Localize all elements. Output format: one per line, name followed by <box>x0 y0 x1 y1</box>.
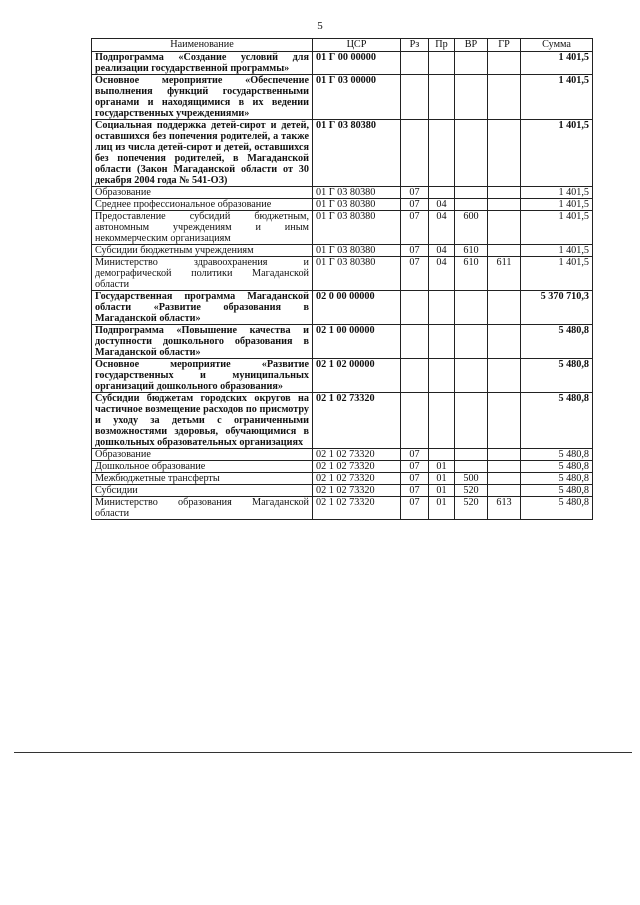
cell-gr <box>488 199 521 211</box>
header-csr: ЦСР <box>313 39 401 52</box>
cell-sum: 1 401,5 <box>521 199 593 211</box>
cell-csr: 01 Г 03 80380 <box>313 199 401 211</box>
cell-pr: 01 <box>429 497 455 520</box>
cell-csr: 01 Г 03 80380 <box>313 257 401 291</box>
cell-gr <box>488 120 521 187</box>
cell-vr <box>455 199 488 211</box>
cell-gr <box>488 325 521 359</box>
cell-csr: 01 Г 03 80380 <box>313 187 401 199</box>
cell-vr <box>455 75 488 120</box>
cell-rz: 07 <box>401 187 429 199</box>
table-row <box>92 52 593 75</box>
cell-rz: 07 <box>401 199 429 211</box>
cell-name: Основное мероприятие «Обеспечение выполнения функций государственными органами и находящимися в их ведении государственных учреждениями» <box>92 75 313 120</box>
cell-name: Предоставление субсидий бюджетным, автономным учреждениям и иным некоммерческим организациям <box>92 211 313 245</box>
cell-pr <box>429 291 455 325</box>
cell-pr <box>429 393 455 449</box>
cell-pr <box>429 52 455 75</box>
cell-rz <box>401 325 429 359</box>
cell-rz: 07 <box>401 497 429 520</box>
cell-sum: 5 480,8 <box>521 497 593 520</box>
cell-sum: 1 401,5 <box>521 187 593 199</box>
cell-gr <box>488 75 521 120</box>
header-vr: ВР <box>455 39 488 52</box>
cell-name: Дошкольное образование <box>92 461 313 473</box>
cell-rz <box>401 52 429 75</box>
cell-gr <box>488 187 521 199</box>
cell-rz <box>401 291 429 325</box>
table-row <box>92 485 593 497</box>
cell-vr <box>455 325 488 359</box>
cell-pr: 01 <box>429 485 455 497</box>
cell-name: Подпрограмма «Повышение качества и доступности дошкольного образования в Магаданской области» <box>92 325 313 359</box>
cell-rz <box>401 75 429 120</box>
cell-pr: 01 <box>429 473 455 485</box>
cell-name: Субсидии <box>92 485 313 497</box>
table-row <box>92 291 593 325</box>
cell-pr: 04 <box>429 257 455 291</box>
cell-csr: 02 1 02 73320 <box>313 461 401 473</box>
table-row <box>92 211 593 245</box>
cell-rz: 07 <box>401 449 429 461</box>
cell-csr: 01 Г 03 80380 <box>313 245 401 257</box>
cell-vr <box>455 120 488 187</box>
cell-sum: 1 401,5 <box>521 52 593 75</box>
cell-gr <box>488 245 521 257</box>
cell-sum: 5 480,8 <box>521 485 593 497</box>
cell-rz: 07 <box>401 257 429 291</box>
cell-csr: 02 1 02 73320 <box>313 393 401 449</box>
header-name: Наименование <box>92 39 313 52</box>
cell-sum: 5 480,8 <box>521 461 593 473</box>
cell-csr: 01 Г 03 80380 <box>313 120 401 187</box>
cell-sum: 1 401,5 <box>521 75 593 120</box>
table-row <box>92 393 593 449</box>
cell-gr <box>488 52 521 75</box>
header-sum: Сумма <box>521 39 593 52</box>
header-gr: ГР <box>488 39 521 52</box>
cell-csr: 02 1 02 73320 <box>313 485 401 497</box>
table-row <box>92 245 593 257</box>
cell-vr <box>455 449 488 461</box>
cell-pr: 04 <box>429 211 455 245</box>
cell-name: Образование <box>92 187 313 199</box>
cell-vr: 610 <box>455 245 488 257</box>
cell-csr: 02 1 02 00000 <box>313 359 401 393</box>
header-pr: Пр <box>429 39 455 52</box>
cell-name: Среднее профессиональное образование <box>92 199 313 211</box>
cell-name: Министерство здравоохранения и демографической политики Магаданской области <box>92 257 313 291</box>
table-row <box>92 449 593 461</box>
cell-pr <box>429 449 455 461</box>
cell-vr <box>455 461 488 473</box>
cell-rz: 07 <box>401 245 429 257</box>
cell-vr: 520 <box>455 485 488 497</box>
cell-gr <box>488 473 521 485</box>
cell-sum: 1 401,5 <box>521 211 593 245</box>
cell-sum: 5 480,8 <box>521 359 593 393</box>
cell-csr: 02 0 00 00000 <box>313 291 401 325</box>
table-row <box>92 199 593 211</box>
cell-vr: 520 <box>455 497 488 520</box>
cell-name: Социальная поддержка детей-сирот и детей, оставшихся без попечения родителей, а также лиц из числа детей-сирот и детей, оставшихся без попечения родителей, в Магаданской области (Закон Магаданской области от 30 декабря 2004 года № 541-ОЗ) <box>92 120 313 187</box>
cell-sum: 5 480,8 <box>521 473 593 485</box>
cell-pr <box>429 187 455 199</box>
header-rz: Рз <box>401 39 429 52</box>
cell-pr <box>429 325 455 359</box>
table-row <box>92 75 593 120</box>
table-row <box>92 325 593 359</box>
cell-csr: 02 1 02 73320 <box>313 449 401 461</box>
cell-name: Межбюджетные трансферты <box>92 473 313 485</box>
cell-gr <box>488 359 521 393</box>
table-row <box>92 187 593 199</box>
cell-pr: 04 <box>429 245 455 257</box>
cell-vr <box>455 187 488 199</box>
table-row <box>92 359 593 393</box>
cell-name: Государственная программа Магаданской области «Развитие образования в Магаданской области» <box>92 291 313 325</box>
cell-gr <box>488 461 521 473</box>
table-row <box>92 257 593 291</box>
cell-sum: 1 401,5 <box>521 120 593 187</box>
cell-sum: 5 480,8 <box>521 325 593 359</box>
bottom-rule <box>14 752 632 753</box>
cell-csr: 02 1 02 73320 <box>313 473 401 485</box>
cell-name: Министерство образования Магаданской области <box>92 497 313 520</box>
table-row <box>92 473 593 485</box>
cell-pr <box>429 359 455 393</box>
table-row <box>92 120 593 187</box>
cell-csr: 02 1 00 00000 <box>313 325 401 359</box>
cell-pr: 01 <box>429 461 455 473</box>
cell-gr <box>488 291 521 325</box>
cell-rz: 07 <box>401 485 429 497</box>
cell-vr <box>455 52 488 75</box>
budget-table <box>91 38 593 520</box>
cell-sum: 1 401,5 <box>521 257 593 291</box>
cell-name: Образование <box>92 449 313 461</box>
cell-rz: 07 <box>401 461 429 473</box>
cell-pr <box>429 75 455 120</box>
cell-csr: 01 Г 00 00000 <box>313 52 401 75</box>
page-number: 5 <box>317 20 323 32</box>
cell-csr: 01 Г 03 00000 <box>313 75 401 120</box>
cell-gr: 613 <box>488 497 521 520</box>
cell-name: Субсидии бюджетам городских округов на частичное возмещение расходов по присмотру и уходу за детьми с ограниченными возможностями здоровья, обучающимися в дошкольных образовательных организациях <box>92 393 313 449</box>
cell-gr <box>488 393 521 449</box>
cell-sum: 5 370 710,3 <box>521 291 593 325</box>
cell-sum: 5 480,8 <box>521 393 593 449</box>
cell-rz <box>401 359 429 393</box>
cell-gr <box>488 449 521 461</box>
cell-sum: 1 401,5 <box>521 245 593 257</box>
cell-name: Субсидии бюджетным учреждениям <box>92 245 313 257</box>
cell-rz <box>401 120 429 187</box>
cell-gr <box>488 485 521 497</box>
cell-pr: 04 <box>429 199 455 211</box>
cell-gr: 611 <box>488 257 521 291</box>
cell-rz: 07 <box>401 473 429 485</box>
cell-pr <box>429 120 455 187</box>
cell-vr <box>455 291 488 325</box>
cell-csr: 01 Г 03 80380 <box>313 211 401 245</box>
cell-gr <box>488 211 521 245</box>
table-row <box>92 461 593 473</box>
cell-vr: 610 <box>455 257 488 291</box>
cell-name: Основное мероприятие «Развитие государственных и муниципальных организаций дошкольного образования» <box>92 359 313 393</box>
cell-vr: 500 <box>455 473 488 485</box>
cell-rz: 07 <box>401 211 429 245</box>
table-header-row <box>92 39 593 52</box>
cell-vr <box>455 359 488 393</box>
cell-csr: 02 1 02 73320 <box>313 497 401 520</box>
cell-name: Подпрограмма «Создание условий для реализации государственной программы» <box>92 52 313 75</box>
cell-rz <box>401 393 429 449</box>
cell-vr: 600 <box>455 211 488 245</box>
cell-sum: 5 480,8 <box>521 449 593 461</box>
table-row <box>92 497 593 520</box>
cell-vr <box>455 393 488 449</box>
